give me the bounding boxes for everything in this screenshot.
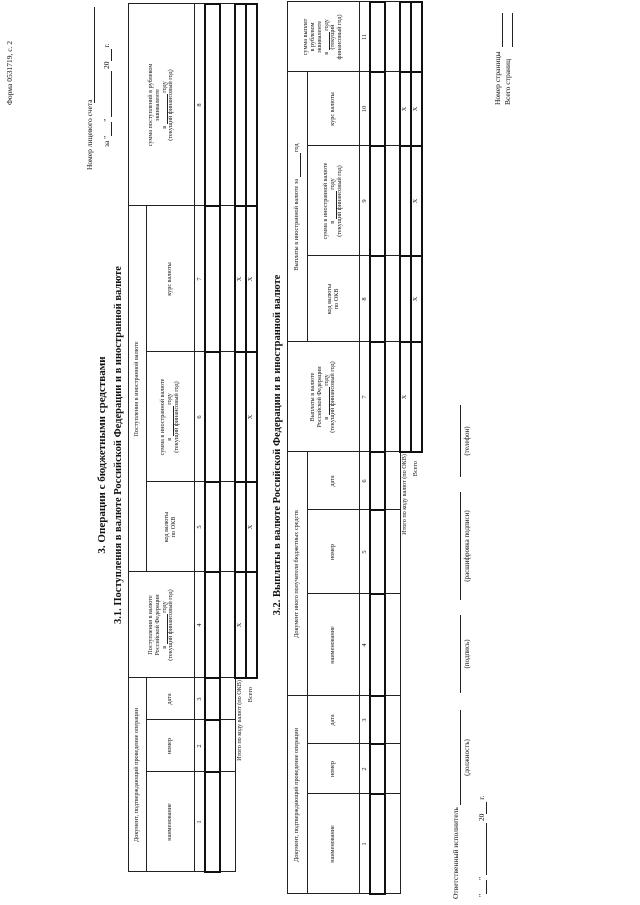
table-row[interactable] <box>385 2 400 894</box>
receipts-col-name: наименование <box>147 772 195 872</box>
section31-title: 3.1. Поступления в валюте Российской Федерации и в иностранной валюте <box>113 266 124 624</box>
receipts-rub-header: Поступления в валюте Российской Федерации в году (текущий финансовый год) <box>129 572 195 678</box>
payments-rub-header: Выплаты в валюте Российской Федерации в году (текущий финансовый год) <box>288 342 360 452</box>
total-pages-label: Всего страниц <box>503 58 512 105</box>
executor-label: Ответственный исполнитель <box>451 807 460 899</box>
payments-number-row: 1 2 3 4 5 6 7 8 9 10 11 <box>360 2 371 894</box>
footer-date: "" 20 г. <box>477 795 486 897</box>
table-row[interactable] <box>370 2 385 894</box>
page-number-label: Номер страницы <box>493 51 502 105</box>
payments-col-fx-sum: сумма в иностранной валюте в году (текущий финансовый год) <box>308 146 360 256</box>
payments-fx-group-header: Выплаты в иностранной валюте за год <box>288 72 308 342</box>
payments-recipient-col-number: номер <box>308 510 360 594</box>
table-row[interactable] <box>205 4 220 872</box>
payments-total-okv-row: Итого по коду валют (по ОКВ) X X <box>400 2 411 894</box>
payments-total-row: Всего X X X <box>411 2 422 894</box>
decoding-line[interactable] <box>460 492 461 600</box>
phone-line[interactable] <box>460 405 461 477</box>
receipts-total-label: Всего <box>247 687 255 703</box>
receipts-rub-equiv-header: сумма поступлений в рублевом эквиваленте в году (текущий финансовый год) <box>129 4 195 206</box>
receipts-total-okv-row: Итого по коду валют (по ОКВ) X X <box>235 4 246 872</box>
payments-col-number: номер <box>308 744 360 794</box>
section3-title: 3. Операции с бюджетными средствами <box>96 356 108 554</box>
position-caption: (должность) <box>463 739 471 776</box>
payments-recipient-col-date: дата <box>308 452 360 510</box>
table-row[interactable] <box>220 4 235 872</box>
signature-caption: (подпись) <box>463 639 471 669</box>
payments-rub-equiv-header: сумма выплат в рублевом эквиваленте в году (текущий финансовый год) <box>288 2 360 72</box>
payments-col-okv: код валюты по ОКВ <box>308 256 360 342</box>
receipts-total-row: Всего X X X <box>246 4 257 872</box>
payments-recipient-col-name: наименование <box>308 594 360 696</box>
signature-line[interactable] <box>460 615 461 693</box>
payments-table <box>287 1 423 895</box>
receipts-col-fx-sum: сумма в иностранной валюте в году (текущий финансовый год) <box>147 352 195 482</box>
receipts-table <box>128 3 258 873</box>
header-date: за "" 20 г. <box>102 43 111 147</box>
receipts-col-date: дата <box>147 678 195 720</box>
receipts-doc-group-header: Документ, подтверждающий проведение операции <box>129 678 147 872</box>
payments-col-date: дата <box>308 696 360 744</box>
receipts-fx-group-header: Поступления в иностранной валюте <box>129 206 147 572</box>
account-number-label: Номер лицевого счета <box>85 99 94 170</box>
payments-col-name: наименование <box>308 794 360 894</box>
form-code: Форма 0531719, с. 2 <box>5 40 14 105</box>
section32-title: 3.2. Выплаты в валюте Российской Федерации и в иностранной валюте <box>272 274 283 616</box>
payments-total-okv-label: Итого по коду валют (по ОКВ) <box>401 454 409 535</box>
position-line[interactable] <box>460 710 461 805</box>
receipts-col-okv: код валюты по ОКВ <box>147 482 195 572</box>
page-number-field[interactable] <box>502 13 503 47</box>
receipts-col-rate: курс валюты <box>147 206 195 352</box>
receipts-total-okv-label: Итого по коду валют (по ОКВ) <box>236 680 244 761</box>
receipts-col-number: номер <box>147 720 195 772</box>
payments-col-rate: курс валюты <box>308 72 360 146</box>
payments-doc-group-header: Документ, подтверждающий проведение операции <box>288 696 308 894</box>
account-number-line <box>94 7 95 103</box>
phone-caption: (телефон) <box>463 426 471 456</box>
payments-total-label: Всего <box>412 461 420 477</box>
total-pages-field[interactable] <box>512 13 513 47</box>
decoding-caption: (расшифровка подписи) <box>463 510 471 582</box>
receipts-number-row: 1 2 3 4 5 6 7 8 <box>195 4 206 872</box>
payments-recipient-group-header: Документ иного получателя бюджетных средств <box>288 452 308 696</box>
